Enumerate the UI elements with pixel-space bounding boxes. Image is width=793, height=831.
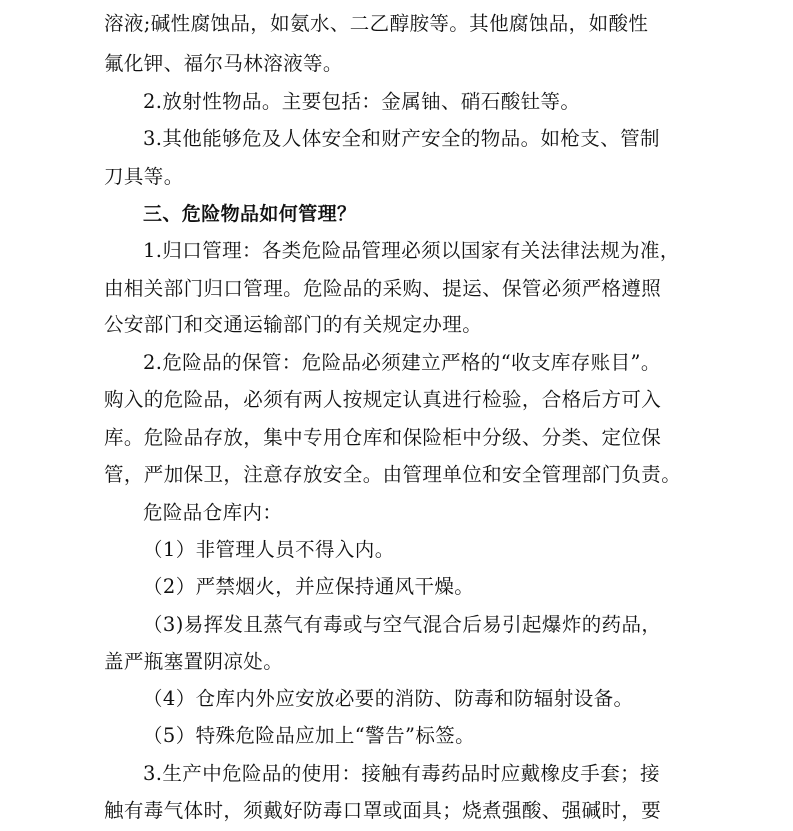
list-item-2: （2）严禁烟火，并应保持通风干燥。	[143, 575, 475, 598]
text-line-8: 由相关部门归口管理。危险品的采购、提运、保管必须严格遵照	[104, 277, 662, 300]
text-line-22: 触有毒气体时，须戴好防毒口罩或面具；烧煮强酸、强碱时，要	[104, 799, 662, 822]
text-line-4: 3.其他能够危及人体安全和财产安全的物品。如枪支、管制	[143, 127, 660, 150]
text-line-7: 1.归口管理：各类危险品管理必须以国家有关法律法规为准，	[143, 239, 680, 262]
text-line-10: 2.危险品的保管：危险品必须建立严格的“收支库存账目”。	[143, 351, 661, 374]
list-item-5: （5）特殊危险品应加上“警告”标签。	[143, 724, 476, 747]
list-item-3-continuation: 盖严瓶塞置阴凉处。	[104, 650, 284, 673]
list-item-1: （1）非管理人员不得入内。	[143, 538, 395, 561]
text-line-5: 刀具等。	[104, 165, 184, 188]
list-item-4: （4）仓库内外应安放必要的消防、防毒和防辐射设备。	[143, 687, 634, 710]
text-line-21: 3.生产中危险品的使用：接触有毒药品时应戴橡皮手套；接	[143, 762, 660, 785]
text-line-11: 购入的危险品，必须有两人按规定认真进行检验，合格后方可入	[104, 388, 662, 411]
text-line-2: 氟化钾、福尔马林溶液等。	[104, 52, 343, 75]
text-line-13: 管，严加保卫，注意存放安全。由管理单位和安全管理部门负责。	[104, 463, 682, 486]
text-line-1: 溶液;碱性腐蚀品，如氨水、二乙醇胺等。其他腐蚀品，如酸性	[104, 12, 649, 35]
section-heading: 三、危险物品如何管理？	[143, 203, 357, 225]
text-line-14: 危险品仓库内：	[143, 501, 283, 524]
text-line-12: 库。危险品存放，集中专用仓库和保险柜中分级、分类、定位保	[104, 426, 662, 449]
text-line-9: 公安部门和交通运输部门的有关规定办理。	[104, 313, 483, 336]
list-item-3: （3)易挥发且蒸气有毒或与空气混合后易引起爆炸的药品，	[143, 613, 662, 636]
text-line-3: 2.放射性物品。主要包括：金属铀、硝石酸钍等。	[143, 90, 581, 113]
